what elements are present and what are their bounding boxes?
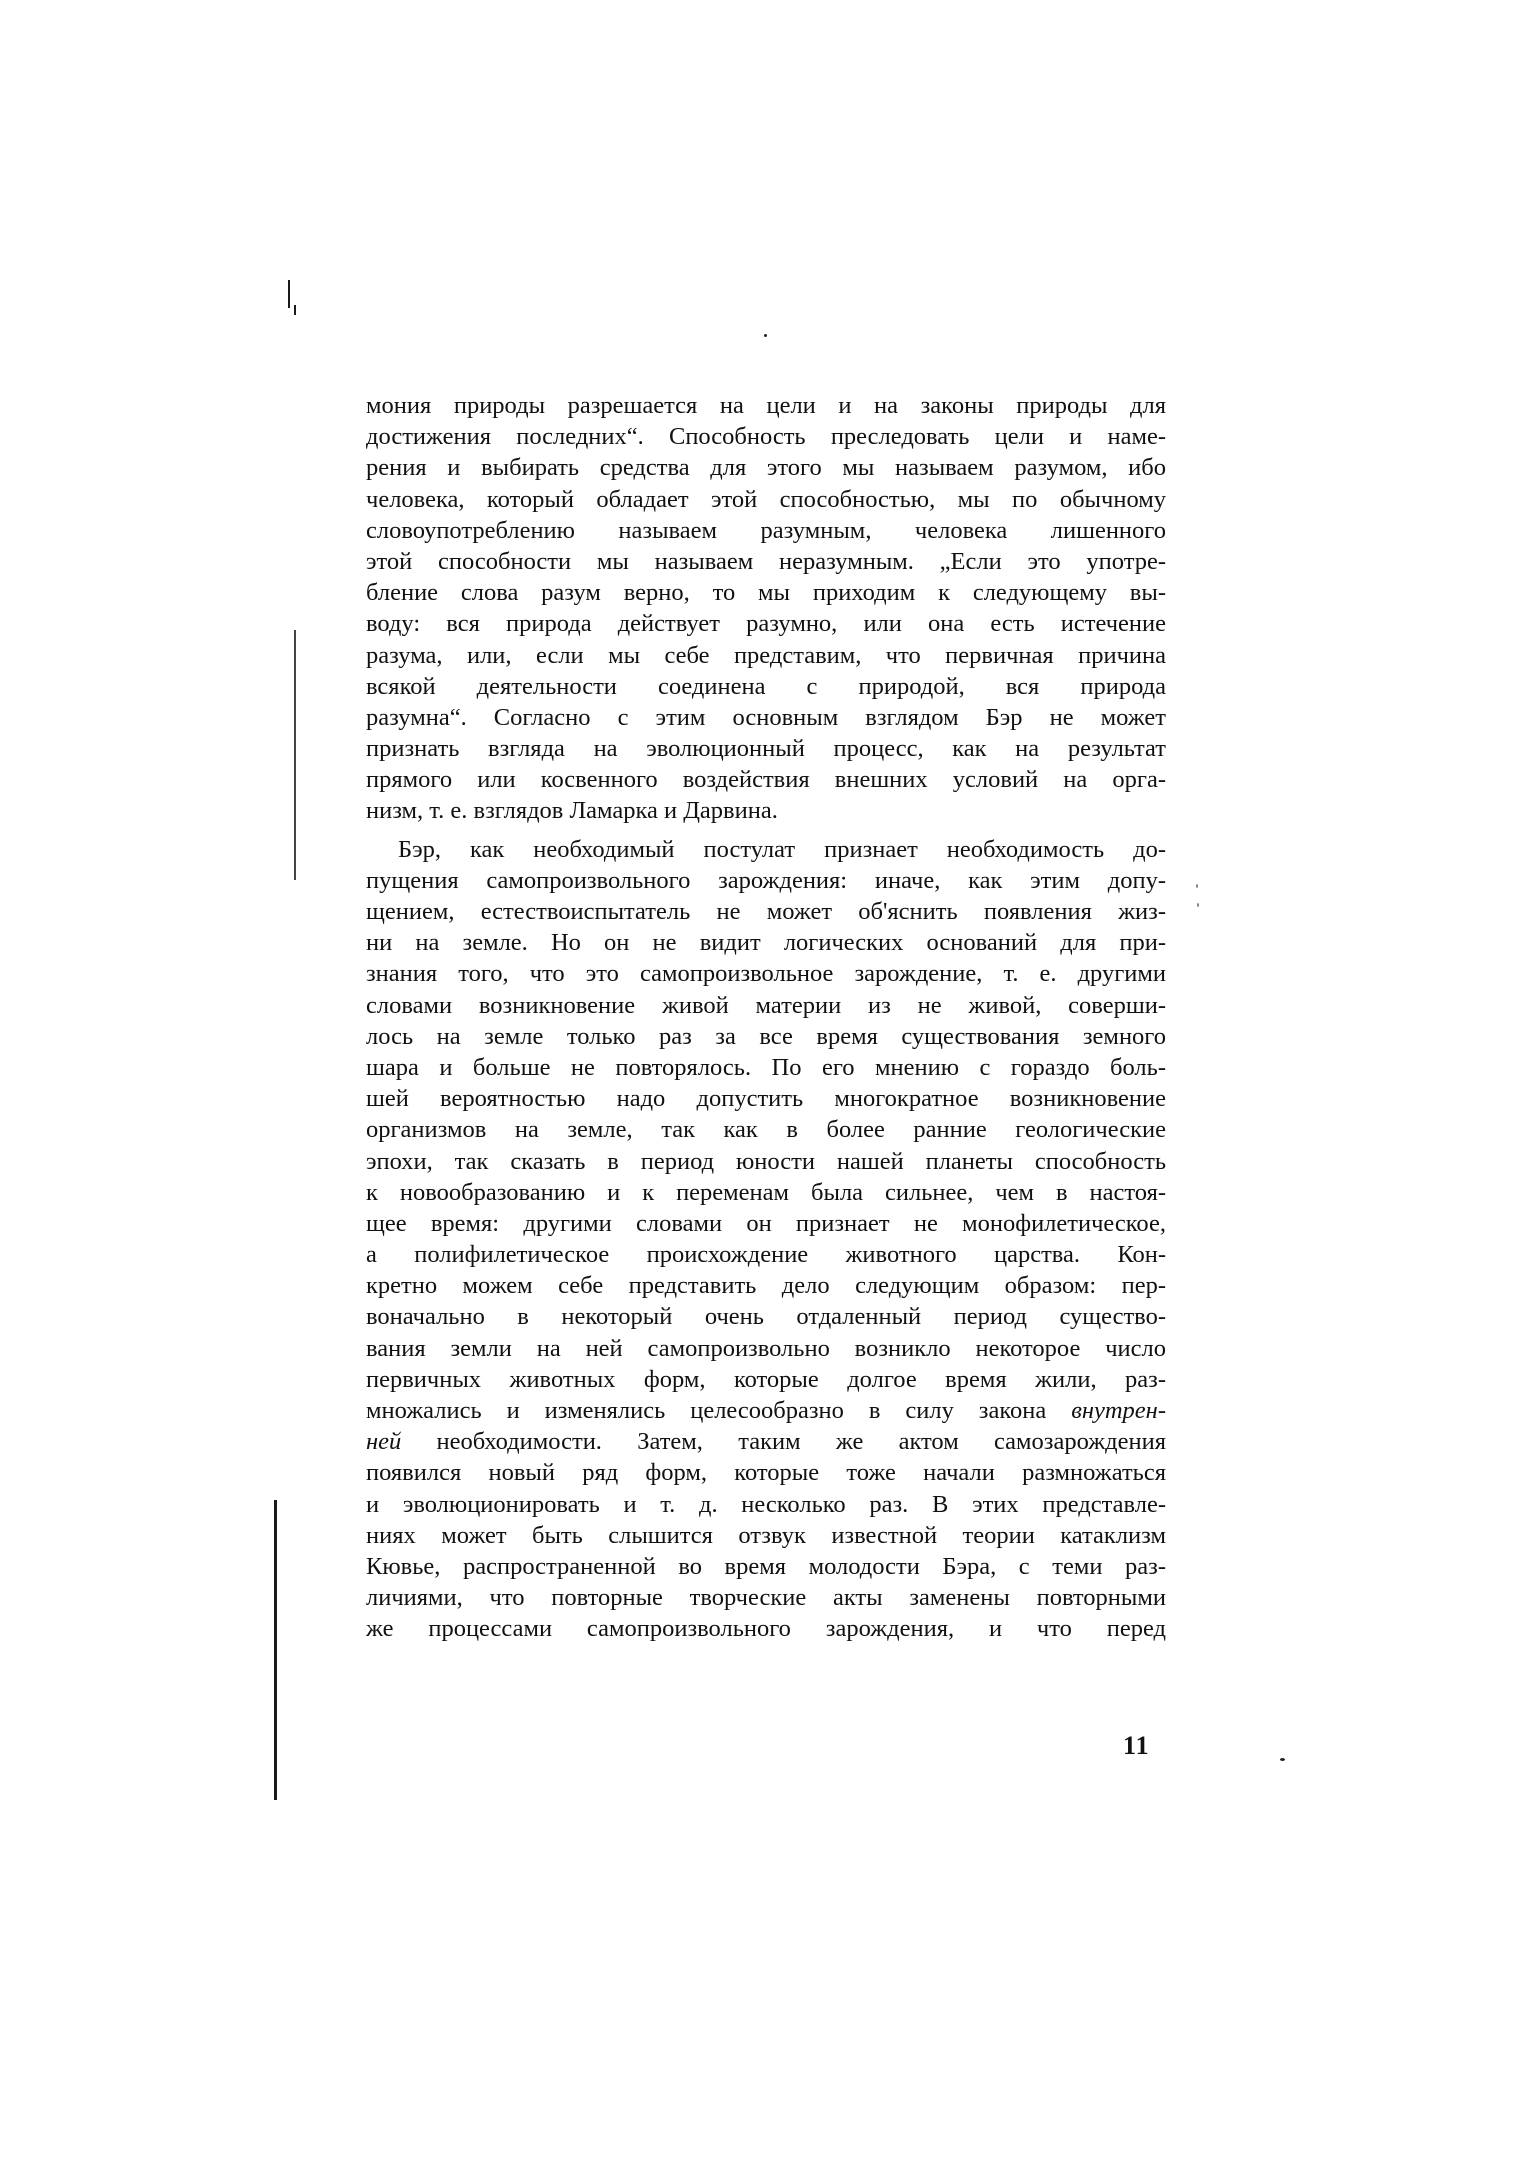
scan-margin-line-mark [294, 305, 296, 315]
scan-speck-right-b [1197, 903, 1199, 907]
text-line: воду: вся природа действует разумно, или она есть истечение [366, 610, 1166, 638]
text-segment: множались и изменялись целесообразно в силу закона [366, 1397, 1072, 1424]
scan-speck-right-a [1196, 884, 1198, 888]
text-line: шара и больше не повторялось. По его мнению с гораздо боль- [366, 1053, 1166, 1081]
text-line: щее время: другими словами он признает не монофилетическое, [366, 1209, 1166, 1237]
text-line: эпохи, так сказать в период юности нашей планеты способность [366, 1147, 1166, 1175]
text-line: признать взгляда на эволюционный процесс, как на результат [366, 735, 1166, 763]
text-line: ниях может быть слышится отзвук известной теории катаклизм [366, 1521, 1166, 1549]
text-line-with-emphasis [366, 1395, 1166, 1426]
text-line: кретно можем себе представить дело следующим образом: пер- [366, 1272, 1166, 1300]
text-line: словоупотреблению называем разумным, человека лишенного [366, 516, 1166, 544]
text-line: знания того, что это самопроизвольное зарождение, т. е. другими [366, 960, 1166, 988]
paragraph-2 [366, 834, 1166, 1645]
text-line: и эволюционировать и т. д. несколько раз. В этих представле- [366, 1490, 1166, 1518]
text-line: личиями, что повторные творческие акты заменены повторными [366, 1584, 1166, 1612]
text-line: пущения самопроизвольного зарождения: иначе, как этим допу- [366, 866, 1166, 894]
text-line: шей вероятностью надо допустить многократное возникновение [366, 1085, 1166, 1113]
page-number: 11 [1123, 1731, 1150, 1760]
text-line: организмов на земле, так как в более ранние геологические [366, 1116, 1166, 1144]
body-text [366, 390, 1166, 1645]
text-line: словами возникновение живой материи из не живой, соверши- [366, 991, 1166, 1019]
text-line: же процессами самопроизвольного зарождения, и что перед [366, 1615, 1166, 1643]
text-line: достижения последних“. Способность преследовать цели и наме- [366, 423, 1166, 451]
paragraph-1 [366, 390, 1166, 827]
text-segment: необходимости. Затем, таким же актом самозарождения [401, 1428, 1166, 1456]
text-line: а полифилетическое происхождение животного царства. Кон- [366, 1241, 1166, 1269]
text-line: первичных животных форм, которые долгое время жили, раз- [366, 1365, 1166, 1393]
scan-speck-corner [1280, 1758, 1285, 1761]
paragraph-gap [366, 827, 1166, 834]
text-line: лось на земле только раз за все время существования земного [366, 1022, 1166, 1050]
text-line: к новообразованию и к переменам была сильнее, чем в настоя- [366, 1178, 1166, 1206]
scan-margin-line-upper [294, 630, 296, 880]
text-line: мония природы разрешается на цели и на законы природы для [366, 392, 1166, 419]
text-line: всякой деятельности соединена с природой, вся природа [366, 672, 1166, 700]
text-line: появился новый ряд форм, которые тоже начали размножаться [366, 1459, 1166, 1487]
text-line: бление слова разум верно, то мы приходим к следующему вы- [366, 579, 1166, 607]
text-line: человека, который обладает этой способностью, мы по обычному [366, 485, 1166, 513]
text-line: разума, или, если мы себе представим, что первичная причина [366, 641, 1166, 669]
text-line: этой способности мы называем неразумным. „Если это употре- [366, 547, 1166, 575]
scan-margin-line-lower [274, 1500, 277, 1800]
text-line: щением, естествоиспытатель не может об'яснить появления жиз- [366, 898, 1166, 925]
scan-speck-top [764, 334, 767, 337]
text-line: Кювье, распространенной во время молодости Бэра, с теми раз- [366, 1552, 1166, 1580]
text-line: воначально в некоторый очень отдаленный период существо- [366, 1303, 1166, 1331]
text-line: разумна“. Согласно с этим основным взглядом Бэр не может [366, 703, 1166, 731]
text-line: прямого или косвенного воздействия внешних условий на орга- [366, 766, 1166, 794]
text-line: ни на земле. Но он не видит логических оснований для при- [366, 929, 1166, 957]
text-line: рения и выбирать средства для этого мы называем разумом, ибо [366, 454, 1166, 482]
text-line: Бэр, как необходимый постулат признает необходимость до- [398, 835, 1166, 863]
text-line-with-emphasis [366, 1426, 1166, 1457]
text-line: низм, т. е. взглядов Ламарка и Дарвина. [366, 797, 778, 825]
emphasis-text: внутрен- [1071, 1397, 1166, 1424]
emphasis-text: ней [366, 1428, 402, 1456]
text-line: вания земли на ней самопроизвольно возникло некоторое число [366, 1334, 1166, 1362]
scan-margin-line-top [288, 280, 290, 308]
